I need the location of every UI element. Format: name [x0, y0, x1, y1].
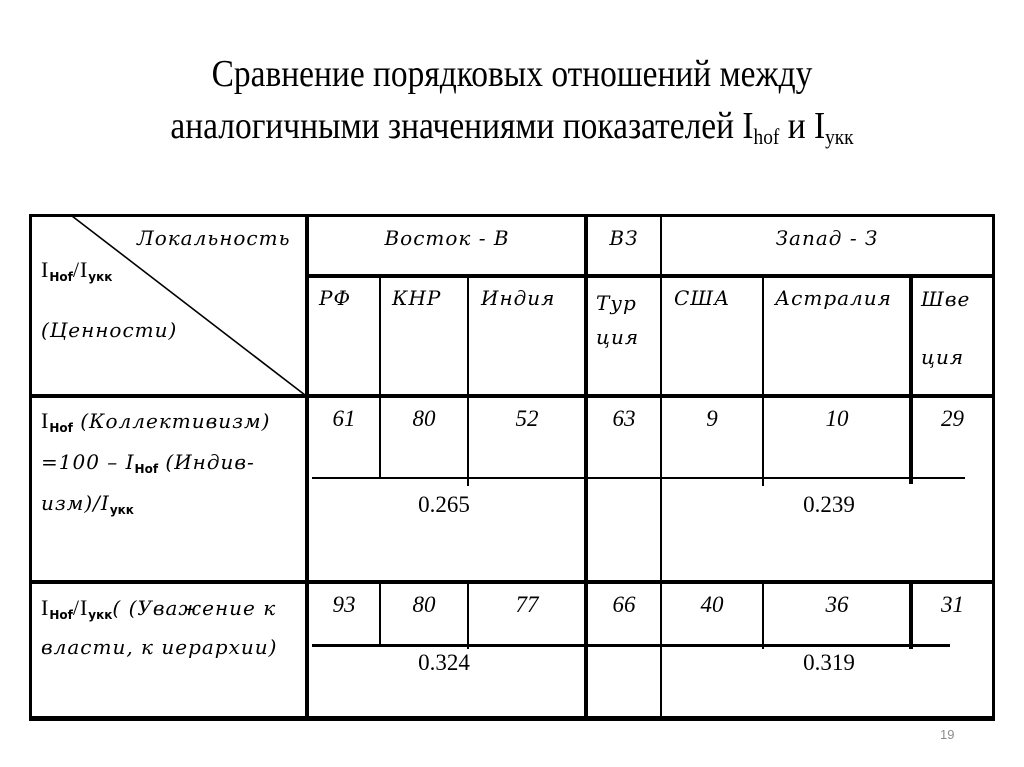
col-divider-australia-sweden — [909, 276, 913, 398]
group-header-east-west: ВЗ — [609, 226, 639, 250]
value-r1-australia: 10 — [825, 406, 849, 431]
group-divider-west — [660, 214, 662, 721]
title-line-2: аналогичными значениями показателей $I_{hof}$ и $I_{укк}$ — [170, 105, 854, 149]
value-r1-usa: 9 — [706, 406, 718, 431]
ratio-r1-east: 0.265 — [418, 492, 470, 517]
table-border-bottom — [29, 716, 995, 721]
group-header-east: Восток - В — [384, 226, 510, 250]
row-label-power-distance: $I_{Hof}/I_{укк}$( (Уважение к власти, к иерархии) — [41, 595, 278, 659]
country-header-knr: КНР — [392, 286, 442, 310]
group-header-west: Запад - З — [775, 226, 879, 250]
ratio-r2-west: 0.319 — [803, 650, 855, 675]
header-group-divider — [307, 274, 995, 278]
slide-title — [61, 48, 962, 163]
corner-index-label: $I_{Hof}/I_{укк}$ — [41, 257, 113, 284]
value-r2-turkey: 66 — [612, 592, 636, 617]
country-header-sweden: Шве ция — [921, 287, 971, 369]
country-header-rf: РФ — [319, 286, 352, 310]
col-divider-knr-india — [467, 276, 469, 486]
value-r2-knr: 80 — [412, 592, 436, 617]
value-r2-australia: 36 — [825, 592, 849, 617]
comparison-table — [29, 214, 995, 720]
ratio-r2-east: 0.324 — [418, 650, 470, 675]
value-r1-rf: 61 — [332, 406, 356, 431]
col-divider-rf-knr — [379, 276, 381, 479]
title-line-1: Сравнение порядковых отношений между — [211, 53, 813, 95]
value-r1-india: 52 — [515, 406, 539, 431]
row-label-collectivism: $I_{Hof}$ (Коллективизм) $=100 - I_{Hof}$ (Индив- $изм)/I_{укк}$ — [41, 408, 271, 517]
country-header-australia: Астралия — [775, 286, 892, 310]
country-header-usa: США — [674, 286, 731, 310]
value-r2-sweden: 31 — [941, 592, 964, 617]
page-number: 19 — [940, 727, 955, 742]
value-r2-india: 77 — [515, 592, 539, 617]
value-r1-turkey: 63 — [612, 406, 636, 431]
row-divider — [29, 580, 995, 584]
group-divider-east — [584, 214, 588, 721]
value-r1-knr: 80 — [412, 406, 436, 431]
ratio-r1-west: 0.239 — [803, 492, 855, 517]
corner-bottom-label: (Ценности) — [41, 318, 178, 342]
row1-inner-divider — [312, 477, 965, 479]
value-r2-usa: 40 — [700, 592, 724, 617]
corner-top-label: Локальность — [137, 226, 291, 250]
table-border-right — [992, 214, 995, 721]
col-divider-usa-australia — [762, 276, 764, 486]
value-r2-rf: 93 — [332, 592, 356, 617]
country-header-india: Индия — [481, 286, 556, 310]
country-header-turkey: Тур ция — [596, 291, 640, 349]
row2-inner-divider — [312, 644, 950, 647]
value-r1-sweden: 29 — [941, 406, 964, 431]
